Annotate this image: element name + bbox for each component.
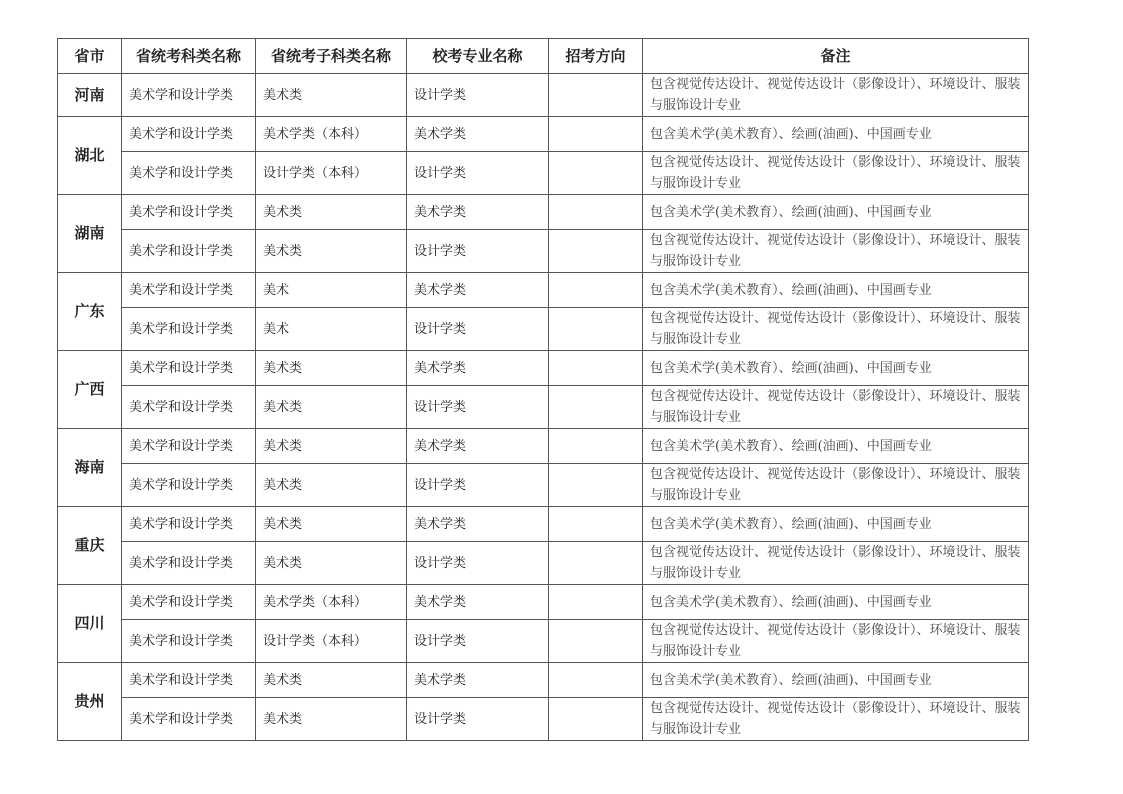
table-row — [58, 308, 1029, 351]
direction-cell — [549, 117, 643, 152]
province-cell: 贵州 — [58, 663, 122, 741]
direction-cell — [549, 429, 643, 464]
category-cell: 美术学和设计学类 — [122, 230, 256, 273]
direction-cell — [549, 507, 643, 542]
major-cell: 美术学类 — [407, 585, 549, 620]
table-row — [58, 351, 1029, 386]
subcategory-cell: 美术 — [256, 273, 407, 308]
major-cell: 美术学类 — [407, 663, 549, 698]
header-notes: 备注 — [643, 39, 1029, 74]
header-direction: 招考方向 — [549, 39, 643, 74]
subcategory-cell: 设计学类（本科） — [256, 620, 407, 663]
province-cell: 湖南 — [58, 195, 122, 273]
notes-cell: 包含视觉传达设计、视觉传达设计（影像设计）、环境设计、服装与服饰设计专业 — [643, 542, 1029, 585]
major-cell: 设计学类 — [407, 464, 549, 507]
notes-cell: 包含美术学(美术教育）、绘画(油画)、中国画专业 — [643, 195, 1029, 230]
table-row — [58, 429, 1029, 464]
direction-cell — [549, 195, 643, 230]
direction-cell — [549, 386, 643, 429]
category-cell: 美术学和设计学类 — [122, 308, 256, 351]
category-cell: 美术学和设计学类 — [122, 386, 256, 429]
subcategory-cell: 美术类 — [256, 429, 407, 464]
table-row — [58, 74, 1029, 117]
province-cell: 海南 — [58, 429, 122, 507]
table-row — [58, 663, 1029, 698]
subcategory-cell: 美术 — [256, 308, 407, 351]
notes-cell: 包含视觉传达设计、视觉传达设计（影像设计）、环境设计、服装与服饰设计专业 — [643, 386, 1029, 429]
notes-cell: 包含视觉传达设计、视觉传达设计（影像设计）、环境设计、服装与服饰设计专业 — [643, 620, 1029, 663]
major-cell: 设计学类 — [407, 620, 549, 663]
subcategory-cell: 美术类 — [256, 698, 407, 741]
table-row — [58, 698, 1029, 741]
subcategory-cell: 美术学类（本科） — [256, 585, 407, 620]
subcategory-cell: 美术类 — [256, 195, 407, 230]
subcategory-cell: 美术类 — [256, 507, 407, 542]
notes-cell: 包含视觉传达设计、视觉传达设计（影像设计）、环境设计、服装与服饰设计专业 — [643, 152, 1029, 195]
major-cell: 设计学类 — [407, 698, 549, 741]
notes-cell: 包含视觉传达设计、视觉传达设计（影像设计）、环境设计、服装与服饰设计专业 — [643, 308, 1029, 351]
table-row — [58, 152, 1029, 195]
direction-cell — [549, 230, 643, 273]
subcategory-cell: 美术类 — [256, 351, 407, 386]
direction-cell — [549, 273, 643, 308]
admissions-table-container — [57, 38, 1029, 741]
category-cell: 美术学和设计学类 — [122, 464, 256, 507]
header-province: 省市 — [58, 39, 122, 74]
category-cell: 美术学和设计学类 — [122, 663, 256, 698]
notes-cell: 包含美术学(美术教育）、绘画(油画)、中国画专业 — [643, 351, 1029, 386]
table-row — [58, 230, 1029, 273]
subcategory-cell: 美术类 — [256, 464, 407, 507]
notes-cell: 包含美术学(美术教育）、绘画(油画)、中国画专业 — [643, 507, 1029, 542]
table-row — [58, 273, 1029, 308]
direction-cell — [549, 620, 643, 663]
direction-cell — [549, 152, 643, 195]
subcategory-cell: 美术类 — [256, 74, 407, 117]
major-cell: 美术学类 — [407, 195, 549, 230]
major-cell: 设计学类 — [407, 230, 549, 273]
category-cell: 美术学和设计学类 — [122, 698, 256, 741]
major-cell: 设计学类 — [407, 152, 549, 195]
subcategory-cell: 美术类 — [256, 230, 407, 273]
header-row — [58, 39, 1029, 74]
notes-cell: 包含美术学(美术教育）、绘画(油画)、中国画专业 — [643, 117, 1029, 152]
table-row — [58, 195, 1029, 230]
direction-cell — [549, 585, 643, 620]
table-row — [58, 585, 1029, 620]
province-cell: 湖北 — [58, 117, 122, 195]
subcategory-cell: 设计学类（本科） — [256, 152, 407, 195]
category-cell: 美术学和设计学类 — [122, 117, 256, 152]
category-cell: 美术学和设计学类 — [122, 429, 256, 464]
subcategory-cell: 美术类 — [256, 542, 407, 585]
direction-cell — [549, 74, 643, 117]
province-cell: 广西 — [58, 351, 122, 429]
table-body — [58, 74, 1029, 741]
major-cell: 设计学类 — [407, 542, 549, 585]
notes-cell: 包含美术学(美术教育）、绘画(油画)、中国画专业 — [643, 429, 1029, 464]
direction-cell — [549, 351, 643, 386]
notes-cell: 包含美术学(美术教育）、绘画(油画)、中国画专业 — [643, 273, 1029, 308]
category-cell: 美术学和设计学类 — [122, 351, 256, 386]
major-cell: 设计学类 — [407, 74, 549, 117]
table-row — [58, 507, 1029, 542]
table-row — [58, 386, 1029, 429]
direction-cell — [549, 542, 643, 585]
subcategory-cell: 美术类 — [256, 663, 407, 698]
category-cell: 美术学和设计学类 — [122, 195, 256, 230]
province-cell: 重庆 — [58, 507, 122, 585]
category-cell: 美术学和设计学类 — [122, 585, 256, 620]
direction-cell — [549, 698, 643, 741]
province-cell: 四川 — [58, 585, 122, 663]
direction-cell — [549, 308, 643, 351]
major-cell: 设计学类 — [407, 386, 549, 429]
notes-cell: 包含美术学(美术教育）、绘画(油画)、中国画专业 — [643, 663, 1029, 698]
table-row — [58, 117, 1029, 152]
province-cell: 广东 — [58, 273, 122, 351]
major-cell: 美术学类 — [407, 273, 549, 308]
notes-cell: 包含视觉传达设计、视觉传达设计（影像设计）、环境设计、服装与服饰设计专业 — [643, 230, 1029, 273]
notes-cell: 包含美术学(美术教育）、绘画(油画)、中国画专业 — [643, 585, 1029, 620]
admissions-table — [57, 38, 1029, 741]
category-cell: 美术学和设计学类 — [122, 620, 256, 663]
major-cell: 美术学类 — [407, 117, 549, 152]
table-row — [58, 464, 1029, 507]
major-cell: 美术学类 — [407, 429, 549, 464]
category-cell: 美术学和设计学类 — [122, 507, 256, 542]
header-major: 校考专业名称 — [407, 39, 549, 74]
direction-cell — [549, 663, 643, 698]
category-cell: 美术学和设计学类 — [122, 273, 256, 308]
major-cell: 美术学类 — [407, 507, 549, 542]
header-category: 省统考科类名称 — [122, 39, 256, 74]
direction-cell — [549, 464, 643, 507]
subcategory-cell: 美术类 — [256, 386, 407, 429]
category-cell: 美术学和设计学类 — [122, 152, 256, 195]
table-row — [58, 620, 1029, 663]
major-cell: 设计学类 — [407, 308, 549, 351]
table-row — [58, 542, 1029, 585]
major-cell: 美术学类 — [407, 351, 549, 386]
province-cell: 河南 — [58, 74, 122, 117]
subcategory-cell: 美术学类（本科） — [256, 117, 407, 152]
notes-cell: 包含视觉传达设计、视觉传达设计（影像设计）、环境设计、服装与服饰设计专业 — [643, 698, 1029, 741]
category-cell: 美术学和设计学类 — [122, 74, 256, 117]
notes-cell: 包含视觉传达设计、视觉传达设计（影像设计）、环境设计、服装与服饰设计专业 — [643, 464, 1029, 507]
category-cell: 美术学和设计学类 — [122, 542, 256, 585]
header-subcategory: 省统考子科类名称 — [256, 39, 407, 74]
notes-cell: 包含视觉传达设计、视觉传达设计（影像设计）、环境设计、服装与服饰设计专业 — [643, 74, 1029, 117]
